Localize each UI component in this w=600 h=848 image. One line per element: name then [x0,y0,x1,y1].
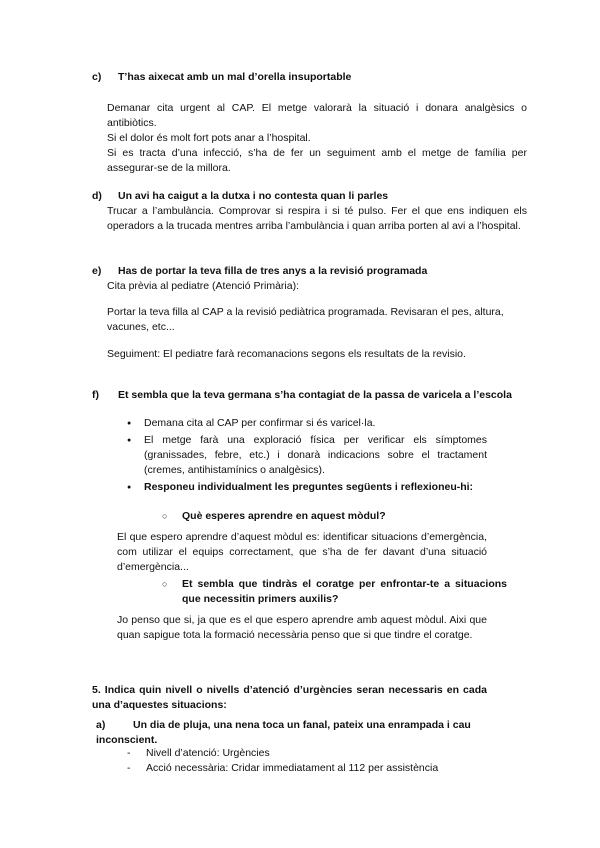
section-e-label: e) [92,265,102,277]
section-c-heading [92,70,512,85]
question-1: ○ Què esperes aprendre en aquest mòdul? [162,509,507,524]
question-5a-items [127,746,487,776]
section-c-body [107,101,527,176]
section-c-line-3: Si es tracta d’una infecció, s’ha de fer un seguiment amb el metge de família per assegurar-se de la millora. [107,147,527,174]
question-5a-heading [96,718,488,748]
section-e-line-1: Cita prèvia al pediatre (Atenció Primària): [107,280,299,292]
section-d-label: d) [92,190,102,202]
section-c-line-1: Demanar cita urgent al CAP. El metge valorarà la situació i donara analgèsics o antibiòtics. [107,102,527,129]
section-c-label: c) [92,71,102,83]
section-c-title: T’has aixecat amb un mal d’orella insuportable [118,71,352,83]
section-d-body: Trucar a l’ambulància. Comprovar si respira i si té pulso. Fer el que ens indiquen els operadors a la trucada mentres arriba l’ambulància i quan arriba porten al avi a l’hospital. [107,205,527,232]
section-f-heading [92,388,552,403]
section-e-line-3: Seguiment: El pediatre farà recomanacions segons els resultats de la revisio. [107,348,466,360]
question-5a-title: Un dia de pluja, una nena toca un fanal, pateix una enrampada i cau inconscient. [96,719,471,746]
answer-1: El que espero aprendre d’aquest mòdul es: identificar situacions d’emergència, com utilizar el equips correctament, que s’ha de fer davant d’una situació d’emergència... [117,531,487,573]
question-5-title: 5. Indica quin nivell o nivells d’atenció d’urgències seran necessaris en cada una d’aquestes situacions: [92,684,487,711]
bullet-item-prompt: ● Responeu individualment les preguntes següents i reflexioneu-hi: [127,480,487,495]
section-f-label: f) [92,389,99,401]
section-e-heading [92,264,522,279]
dash-item: - Acció necessària: Cridar immediatament al 112 per assistència [127,761,487,776]
section-f-title: Et sembla que la teva germana s’ha contagiat de la passa de varicela a l’escola [118,389,512,401]
question-2: ○ Et sembla que tindràs el coratge per enfrontar-te a situacions que necessitin primers auxilis? [162,577,507,607]
bullet-item: ● El metge farà una exploració física per verificar els símptomes (granissades, febre, etc.) i donarà indicacions sobre el tractament (cremes, antihistamínics o analgèsics). [127,433,487,478]
section-e-title: Has de portar la teva filla de tres anys a la revisió programada [118,265,428,277]
dash-item: - Nivell d’atenció: Urgències [127,746,487,761]
question-5a-label: a) [96,719,106,731]
section-f-bullets [127,416,487,497]
section-e-line-2: Portar la teva filla al CAP a la revisió pediàtrica programada. Revisaran el pes, altura, vacunes, etc... [107,306,504,333]
bullet-item: ● Demana cita al CAP per confirmar si és varicel·la. [127,416,487,431]
section-d-heading [92,189,522,204]
answer-2: Jo penso que si, ja que es el que espero aprendre amb aquest mòdul. Aixi que quan sapigue tota la formació necessària penso que si que tindre el coratge. [117,614,487,641]
section-d-title: Un avi ha caigut a la dutxa i no contesta quan li parles [118,190,389,202]
section-c-line-2: Si el dolor és molt fort pots anar a l’hospital. [107,132,311,144]
